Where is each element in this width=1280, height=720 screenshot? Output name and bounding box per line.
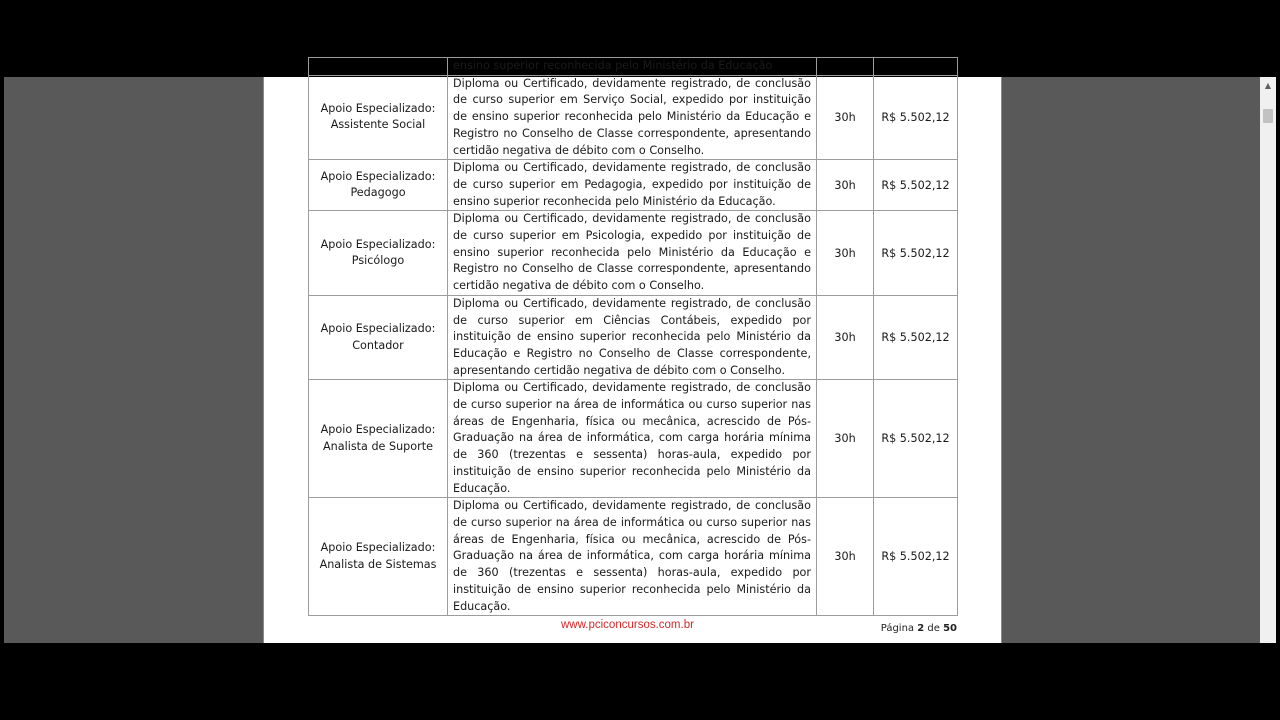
cell-requisito: Diploma ou Certificado, devidamente registrado, de conclusão de curso superior em Ciências Contábeis, expedido por instituição de ensino superior reconhecida pelo Ministério da Educação e Registro no Conselho de Classe correspondente, apresentando certidão negativa de débito com o Conselho. — [448, 295, 817, 380]
cargo-line: Apoio Especializado: — [320, 423, 436, 437]
cell-cargo — [309, 211, 448, 296]
cell-requisito: Diploma ou Certificado, devidamente registrado, de conclusão de curso superior na área de informática ou curso superior nas áreas de Engenharia, física ou mecânica, acrescido de Pós-Graduação na área de informática, com carga horária mínima de 360 (trezentas e sessenta) horas-aula, expedido por instituição de ensino superior reconhecida pelo Ministério da Educação. — [448, 380, 817, 498]
cargo-line: Contador — [352, 338, 404, 352]
table-row — [309, 211, 958, 296]
page-total: 50 — [943, 623, 957, 634]
cell-salario: R$ 5.502,12 — [874, 380, 958, 498]
cargo-line: Apoio Especializado: — [320, 541, 436, 555]
page-sep: de — [927, 623, 940, 634]
table-row — [309, 58, 958, 76]
cargo-line: Apoio Especializado: — [320, 101, 436, 115]
cell-salario: R$ 5.502,12 — [874, 295, 958, 380]
table-row — [309, 75, 958, 160]
cell-carga-horaria: 30h — [817, 75, 874, 160]
page-prefix: Página — [880, 623, 915, 634]
cell-salario: R$ 5.502,12 — [874, 160, 958, 211]
cargo-line: Apoio Especializado: — [320, 237, 436, 251]
cell-cargo — [309, 58, 448, 76]
cell-cargo — [309, 498, 448, 616]
page-number — [881, 623, 957, 634]
cell-requisito: Diploma ou Certificado, devidamente registrado, de conclusão de curso superior em Psicologia, expedido por instituição de ensino superior reconhecida pelo Ministério da Educação e Registro no Conselho de Classe correspondente, apresentando certidão negativa de débito com o Conselho. — [448, 211, 817, 296]
cell-cargo — [309, 380, 448, 498]
cell-carga-horaria: 30h — [817, 380, 874, 498]
cargo-line: Psicólogo — [351, 254, 405, 268]
footer-website-link[interactable]: www.pciconcursos.com.br — [561, 619, 694, 631]
table-row — [309, 498, 958, 616]
table-body — [309, 58, 958, 616]
cell-carga-horaria — [817, 58, 874, 76]
cell-salario — [874, 58, 958, 76]
page-current: 2 — [917, 623, 925, 634]
cell-carga-horaria: 30h — [817, 160, 874, 211]
cell-requisito: Diploma ou Certificado, devidamente registrado, de conclusão de curso superior em Pedagogia, expedido por instituição de ensino superior reconhecida pelo Ministério da Educação. — [448, 160, 817, 211]
cell-requisito: ensino superior reconhecida pelo Ministério da Educação — [448, 58, 817, 76]
cell-carga-horaria: 30h — [817, 211, 874, 296]
table-row — [309, 295, 958, 380]
cell-cargo — [309, 295, 448, 380]
scrollbar-thumb[interactable] — [1263, 109, 1273, 123]
cell-salario: R$ 5.502,12 — [874, 75, 958, 160]
cell-salario: R$ 5.502,12 — [874, 211, 958, 296]
document-viewer[interactable] — [4, 59, 1260, 643]
positions-table — [308, 57, 958, 616]
cargo-line: Apoio Especializado: — [320, 322, 436, 336]
document-page — [263, 59, 1002, 643]
cell-cargo — [309, 75, 448, 160]
cargo-line: Apoio Especializado: — [320, 169, 436, 183]
cargo-line: Assistente Social — [330, 118, 426, 132]
vertical-scrollbar[interactable] — [1260, 77, 1276, 643]
cell-carga-horaria: 30h — [817, 498, 874, 616]
cell-requisito: Diploma ou Certificado, devidamente registrado, de conclusão de curso superior em Serviço Social, expedido por instituição de ensino superior reconhecida pelo Ministério da Educação e Registro no Conselho de Classe correspondente, apresentando certidão negativa de débito com o Conselho. — [448, 75, 817, 160]
chevron-up-icon[interactable]: ▲ — [1264, 80, 1272, 90]
cargo-line: Analista de Suporte — [323, 439, 433, 453]
cargo-line: Analista de Sistemas — [319, 557, 437, 571]
cell-salario: R$ 5.502,12 — [874, 498, 958, 616]
cell-carga-horaria: 30h — [817, 295, 874, 380]
table-row — [309, 380, 958, 498]
cell-requisito: Diploma ou Certificado, devidamente registrado, de conclusão de curso superior na área de informática ou curso superior nas áreas de Engenharia, física ou mecânica, acrescido de Pós-Graduação na área de informática, com carga horária mínima de 360 (trezentas e sessenta) horas-aula, expedido por instituição de ensino superior reconhecida pelo Ministério da Educação. — [448, 498, 817, 616]
cargo-line: Pedagogo — [350, 186, 406, 200]
cell-cargo — [309, 160, 448, 211]
table-row — [309, 160, 958, 211]
